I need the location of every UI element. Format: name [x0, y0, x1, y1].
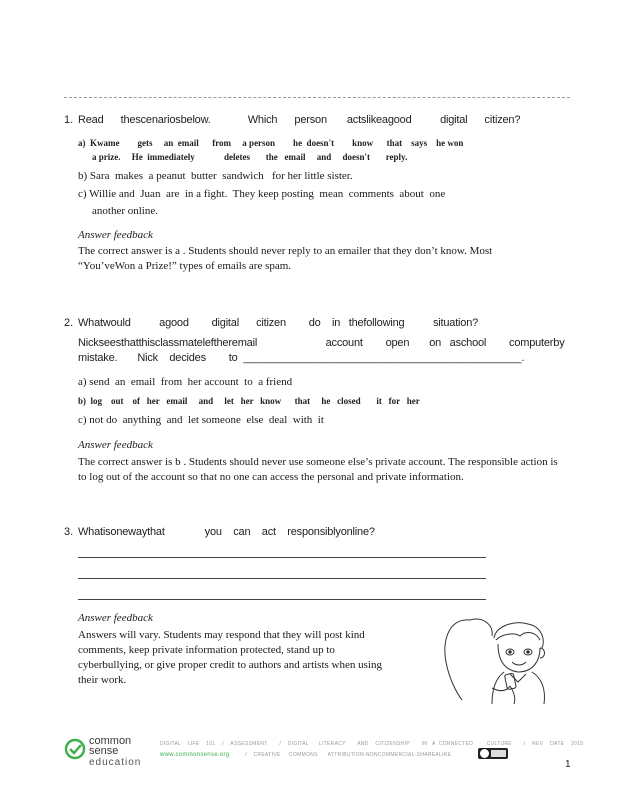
footer-info-line1: DIGITAL LIFE 101 / ASSESSMENT / DIGITAL LITERACY AND CITIZENSHIP IN A CONNECTED CULTURE / REV DATE 2015 [160, 741, 584, 747]
common-sense-logo-icon [64, 738, 86, 760]
q1-option-c-line1: c) Willie and Juan are in a fight. They keep posting mean comments about one [78, 188, 446, 200]
q3-number: 3. [64, 526, 74, 538]
logo-wordmark-sense: sense [89, 745, 119, 757]
answer-line-1[interactable] [78, 557, 486, 558]
q1-feedback-heading: Answer feedback [78, 229, 153, 241]
footer-info-line2: / CREATIVE COMMONS ATTRIBUTION-NONCOMMERCIAL-SHAREALIKE [240, 752, 452, 758]
q1-prompt: Read thescenariosbelow. Which person actslikeagood digital citizen? [78, 114, 521, 126]
answer-line-2[interactable] [78, 578, 486, 579]
kid-with-phone-illustration [440, 612, 558, 706]
q2-option-c: c) not do anything and let someone else deal with it [78, 414, 324, 426]
q2-option-a: a) send an email from her account to a friend [78, 376, 293, 388]
q2-prompt: Whatwould agood digital citizen do in thefollowing situation? [78, 317, 479, 329]
q1-number: 1. [64, 114, 74, 126]
logo-wordmark-education: education [89, 757, 142, 768]
q1-feedback-text: The correct answer is a . Students should never reply to an emailer that they don’t know. Most “You’veWon a Prize!” types of emails are spam. [78, 245, 493, 272]
q3-feedback-text: Answers will vary. Students may respond that they will post kind comments, keep private information protected, stand up to cyberbullying, or give proper credit to authors and artists when using their work. [78, 629, 382, 686]
logo-wordmark-common: common [89, 735, 132, 747]
answer-line-3[interactable] [78, 599, 486, 600]
q2-option-b: b) log out of her email and let her know that he closed it for her [78, 396, 420, 406]
q1-option-c-line2: another online. [92, 205, 158, 217]
q2-number: 2. [64, 317, 74, 329]
q3-feedback-heading: Answer feedback [78, 612, 153, 624]
q2-feedback-heading: Answer feedback [78, 439, 153, 451]
q3-prompt: Whatisonewaythat you can act responsiblyonline? [78, 526, 375, 538]
q2-scenario-line2: mistake. Nick decides to _______________________________________________. [78, 352, 525, 364]
creative-commons-badge-icon [478, 748, 508, 759]
q2-scenario-line1: Nickseesthatthisclassmateleftheremail account open on aschool computerby [78, 337, 565, 349]
q2-feedback-text: The correct answer is b . Students should never use someone else’s private account. The responsible action is to log out of the account so that no one can access the personal and private information. [78, 456, 558, 483]
top-divider [64, 97, 570, 98]
page-number: 1 [565, 759, 571, 770]
q1-option-a-line2: a prize. He immediately deletes the email and doesn't reply. [92, 152, 408, 162]
q1-option-a-line1: a) Kwame gets an email from a person he doesn't know that says he won [78, 138, 464, 148]
footer-url-link[interactable]: www.commonsense.org [160, 752, 230, 758]
q1-option-b: b) Sara makes a peanut butter sandwich for her little sister. [78, 170, 353, 182]
